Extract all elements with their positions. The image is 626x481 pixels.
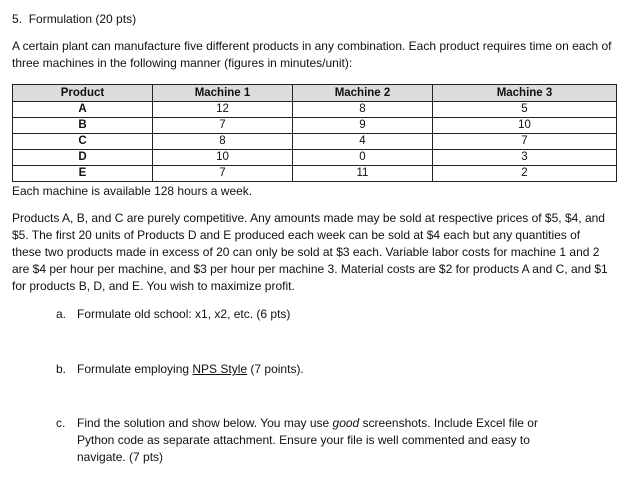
part-c-text-post: screenshots. Include Excel file or [359, 416, 538, 430]
machine-2-cell: 9 [293, 118, 433, 134]
table-row [13, 134, 617, 150]
header-machine-2: Machine 2 [293, 85, 433, 102]
machine-time-table [12, 84, 617, 182]
machine-2-cell: 0 [293, 150, 433, 166]
product-cell: E [13, 166, 153, 182]
table-row [13, 118, 617, 134]
header-machine-3: Machine 3 [433, 85, 617, 102]
part-c-line-3: navigate. (7 pts) [77, 450, 164, 464]
part-b [56, 361, 304, 378]
nps-style-link[interactable]: NPS Style [192, 362, 248, 376]
product-cell: A [13, 102, 153, 118]
part-c-text-pre: Find the solution and show below. You may use [77, 416, 333, 430]
table-row [13, 102, 617, 118]
table-row [13, 150, 617, 166]
availability-note: Each machine is available 128 hours a week. [12, 184, 253, 198]
machine-3-cell: 2 [433, 166, 617, 182]
question-heading [12, 11, 136, 27]
machine-3-cell: 3 [433, 150, 617, 166]
question-title: Formulation (20 pts) [28, 12, 137, 26]
part-a-letter: a. [56, 307, 67, 321]
machine-3-cell: 7 [433, 134, 617, 150]
machine-1-cell: 12 [153, 102, 293, 118]
part-a-text: Formulate old school: x1, x2, etc. (6 pts) [77, 307, 291, 321]
part-c-emphasis: good [332, 416, 360, 430]
question-number: 5. [12, 12, 23, 26]
part-c [56, 415, 576, 466]
part-b-text-pre: Formulate employing [77, 362, 193, 376]
machine-1-cell: 10 [153, 150, 293, 166]
machine-1-cell: 7 [153, 166, 293, 182]
part-b-letter: b. [56, 362, 67, 376]
product-cell: C [13, 134, 153, 150]
machine-1-cell: 7 [153, 118, 293, 134]
machine-2-cell: 4 [293, 134, 433, 150]
part-c-letter: c. [56, 416, 66, 430]
table-row [13, 166, 617, 182]
part-b-text-post: (7 points). [247, 362, 304, 376]
machine-3-cell: 5 [433, 102, 617, 118]
part-c-line-2: Python code as separate attachment. Ensure your file is well commented and easy to [77, 433, 530, 447]
machine-2-cell: 8 [293, 102, 433, 118]
part-a [56, 306, 290, 323]
machine-2-cell: 11 [293, 166, 433, 182]
product-cell: D [13, 150, 153, 166]
product-cell: B [13, 118, 153, 134]
intro-paragraph: A certain plant can manufacture five different products in any combination. Each product requires time on each of three machines in the following manner (figures in minutes/unit): [12, 39, 612, 70]
header-product: Product [13, 85, 153, 102]
problem-description: Products A, B, and C are purely competitive. Any amounts made may be sold at respective prices of $5, $4, and $5. The first 20 units of Products D and E produced each week can be sold at $4 each but any quantities of these two products made in excess of 20 can only be sold at $3 each. Variable labor costs for machine 1 and 2 are $4 per hour per machine, and $3 per hour per machine 3. Material costs are $2 for products A and C, and $1 for products B, D, and E. You wish to maximize profit. [12, 211, 608, 293]
machine-1-cell: 8 [153, 134, 293, 150]
table-header-row [13, 85, 617, 102]
machine-3-cell: 10 [433, 118, 617, 134]
header-machine-1: Machine 1 [153, 85, 293, 102]
